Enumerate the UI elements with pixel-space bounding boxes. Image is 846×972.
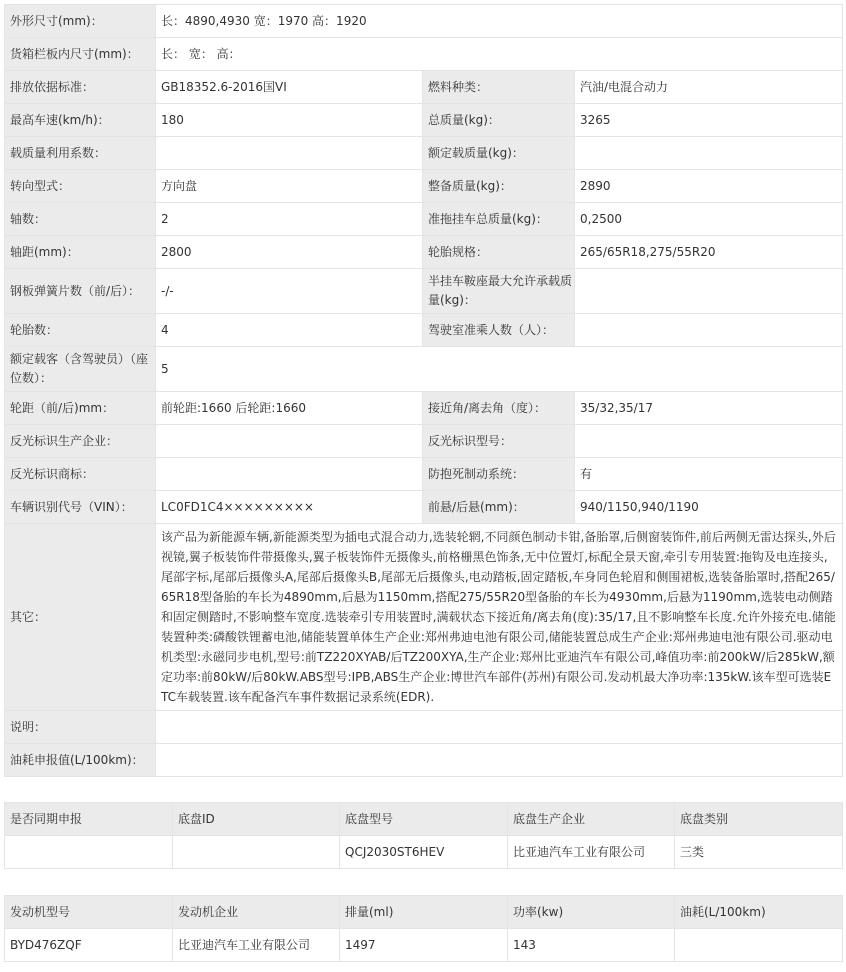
table-row bbox=[5, 711, 843, 744]
table-cell: 143 bbox=[508, 929, 675, 962]
table-row bbox=[5, 71, 843, 104]
axles-value: 2 bbox=[156, 203, 423, 236]
cab-passengers-label: 驾驶室准乘人数（人）： bbox=[423, 314, 575, 347]
column-header: 是否同期申报 bbox=[5, 803, 173, 836]
steering-label: 转向型式： bbox=[5, 170, 156, 203]
fuel-consumption-value bbox=[156, 744, 843, 777]
remarks-value bbox=[156, 711, 843, 744]
table-row bbox=[5, 137, 843, 170]
table-row bbox=[5, 524, 843, 711]
other-label: 其它： bbox=[5, 524, 156, 711]
table-cell: QCJ2030ST6HEV bbox=[340, 836, 508, 869]
tire-spec-value: 265/65R18,275/55R20 bbox=[575, 236, 843, 269]
engine-table bbox=[4, 895, 843, 962]
angles-label: 接近角/离去角（度）： bbox=[423, 392, 575, 425]
tire-spec-label: 轮胎规格： bbox=[423, 236, 575, 269]
abs-value: 有 bbox=[575, 458, 843, 491]
column-header: 底盘型号 bbox=[340, 803, 508, 836]
abs-label: 防抱死制动系统： bbox=[423, 458, 575, 491]
column-header: 发动机型号 bbox=[5, 896, 173, 929]
wheelbase-label: 轴距(mm)： bbox=[5, 236, 156, 269]
wheelbase-value: 2800 bbox=[156, 236, 423, 269]
table-row bbox=[5, 491, 843, 524]
dimensions-label: 外形尺寸(mm)： bbox=[5, 5, 156, 38]
max-speed-label: 最高车速(km/h)： bbox=[5, 104, 156, 137]
emission-std-value: GB18352.6-2016国VI bbox=[156, 71, 423, 104]
reflector-model-label: 反光标识型号： bbox=[423, 425, 575, 458]
table-cell: 比亚迪汽车工业有限公司 bbox=[173, 929, 340, 962]
table-row bbox=[5, 836, 843, 869]
reflector-brand-value bbox=[156, 458, 423, 491]
fuel-consumption-label: 油耗申报值(L/100km)： bbox=[5, 744, 156, 777]
trailer-mass-label: 准拖挂车总质量(kg)： bbox=[423, 203, 575, 236]
emission-std-label: 排放依据标准： bbox=[5, 71, 156, 104]
reflector-model-value bbox=[575, 425, 843, 458]
table-row bbox=[5, 38, 843, 71]
vehicle-params-table bbox=[4, 4, 843, 777]
leaf-spring-label: 钢板弹簧片数（前/后）： bbox=[5, 269, 156, 314]
table-cell: BYD476ZQF bbox=[5, 929, 173, 962]
table-row bbox=[5, 744, 843, 777]
overhang-value: 940/1150,940/1190 bbox=[575, 491, 843, 524]
table-row bbox=[5, 347, 843, 392]
axles-label: 轴数： bbox=[5, 203, 156, 236]
other-value: 该产品为新能源车辆,新能源类型为插电式混合动力,选装轮辋,不同颜色制动卡钳,备胎罩,后侧窗装饰件,前后两侧无雷达探头,外后视镜,翼子板装饰件带摄像头,翼子板装饰件无摄像头,前格栅黑色饰条,无中位置灯,标配全景天窗,牵引专用装置:拖钩及电连接头,尾部字标,尾部后摄像头A,尾部后摄像头B,尾部无后摄像头,电动踏板,固定踏板,车身同色轮眉和侧围裙板,选装备胎罩时,搭配265/65R18型备胎的车长为4890mm,后悬为1150mm,搭配275/55R20型备胎的车长为4930mm,后悬为1190mm,选装电动侧踏和固定侧踏时,不影响整车宽度.选装牵引专用装置时,满载状态下接近角/离去角(度):35/17,且不影响整车长度.允许外接充电.储能装置种类:磷酸铁锂蓄电池,储能装置单体生产企业:郑州弗迪电池有限公司,储能装置总成生产企业:郑州弗迪电池有限公司.驱动电机类型:永磁同步电机,型号:前TZ220XYAB/后TZ200XYA,生产企业:郑州比亚迪汽车有限公司,峰值功率:前200kW/后285kW,额定功率:前80kW/后80kW.ABS型号:IPB,ABS生产企业:博世汽车部件(苏州)有限公司.发动机最大净功率:135kW.该车型可选装ETC车载装置.该车配备汽车事件数据记录系统(EDR). bbox=[156, 524, 843, 711]
column-header: 功率(kw) bbox=[508, 896, 675, 929]
table-cell: 三类 bbox=[675, 836, 843, 869]
chassis-table bbox=[4, 802, 843, 869]
track-value: 前轮距:1660 后轮距:1660 bbox=[156, 392, 423, 425]
reflector-maker-value bbox=[156, 425, 423, 458]
total-mass-label: 总质量(kg)： bbox=[423, 104, 575, 137]
angles-value: 35/32,35/17 bbox=[575, 392, 843, 425]
cargo-box-label: 货箱栏板内尺寸(mm)： bbox=[5, 38, 156, 71]
column-header: 底盘ID bbox=[173, 803, 340, 836]
table-row bbox=[5, 104, 843, 137]
dimensions-value: 长：4890,4930 宽：1970 高：1920 bbox=[156, 5, 843, 38]
column-header: 发动机企业 bbox=[173, 896, 340, 929]
remarks-label: 说明： bbox=[5, 711, 156, 744]
table-row bbox=[5, 458, 843, 491]
table-cell bbox=[5, 836, 173, 869]
table-cell bbox=[675, 929, 843, 962]
table-row bbox=[5, 203, 843, 236]
rated-load-label: 额定载质量(kg)： bbox=[423, 137, 575, 170]
tire-count-value: 4 bbox=[156, 314, 423, 347]
column-header: 油耗(L/100km) bbox=[675, 896, 843, 929]
table-row bbox=[5, 5, 843, 38]
total-mass-value: 3265 bbox=[575, 104, 843, 137]
table-row bbox=[5, 425, 843, 458]
fuel-type-label: 燃料种类： bbox=[423, 71, 575, 104]
page-content bbox=[4, 4, 842, 962]
table-header-row bbox=[5, 803, 843, 836]
trailer-mass-value: 0,2500 bbox=[575, 203, 843, 236]
track-label: 轮距（前/后)mm： bbox=[5, 392, 156, 425]
max-speed-value: 180 bbox=[156, 104, 423, 137]
curb-mass-value: 2890 bbox=[575, 170, 843, 203]
column-header: 底盘生产企业 bbox=[508, 803, 675, 836]
column-header: 排量(ml) bbox=[340, 896, 508, 929]
reflector-brand-label: 反光标识商标： bbox=[5, 458, 156, 491]
table-cell: 1497 bbox=[340, 929, 508, 962]
table-row bbox=[5, 269, 843, 314]
seats-value: 5 bbox=[156, 347, 843, 392]
saddle-load-value bbox=[575, 269, 843, 314]
saddle-load-label: 半挂车鞍座最大允许承载质量(kg)： bbox=[423, 269, 575, 314]
reflector-maker-label: 反光标识生产企业： bbox=[5, 425, 156, 458]
vin-value: LC0FD1C4××××××××× bbox=[156, 491, 423, 524]
steering-value: 方向盘 bbox=[156, 170, 423, 203]
table-row bbox=[5, 929, 843, 962]
table-cell: 比亚迪汽车工业有限公司 bbox=[508, 836, 675, 869]
table-row bbox=[5, 236, 843, 269]
table-cell bbox=[173, 836, 340, 869]
curb-mass-label: 整备质量(kg)： bbox=[423, 170, 575, 203]
cargo-box-value: 长： 宽： 高： bbox=[156, 38, 843, 71]
rated-load-value bbox=[575, 137, 843, 170]
table-header-row bbox=[5, 896, 843, 929]
cab-passengers-value bbox=[575, 314, 843, 347]
fuel-type-value: 汽油/电混合动力 bbox=[575, 71, 843, 104]
leaf-spring-value: -/- bbox=[156, 269, 423, 314]
tire-count-label: 轮胎数： bbox=[5, 314, 156, 347]
table-row bbox=[5, 170, 843, 203]
column-header: 底盘类别 bbox=[675, 803, 843, 836]
seats-label: 额定载客（含驾驶员）（座位数）： bbox=[5, 347, 156, 392]
table-row bbox=[5, 392, 843, 425]
vin-label: 车辆识别代号（VIN）： bbox=[5, 491, 156, 524]
table-row bbox=[5, 314, 843, 347]
overhang-label: 前悬/后悬(mm)： bbox=[423, 491, 575, 524]
load-util-label: 载质量利用系数： bbox=[5, 137, 156, 170]
load-util-value bbox=[156, 137, 423, 170]
